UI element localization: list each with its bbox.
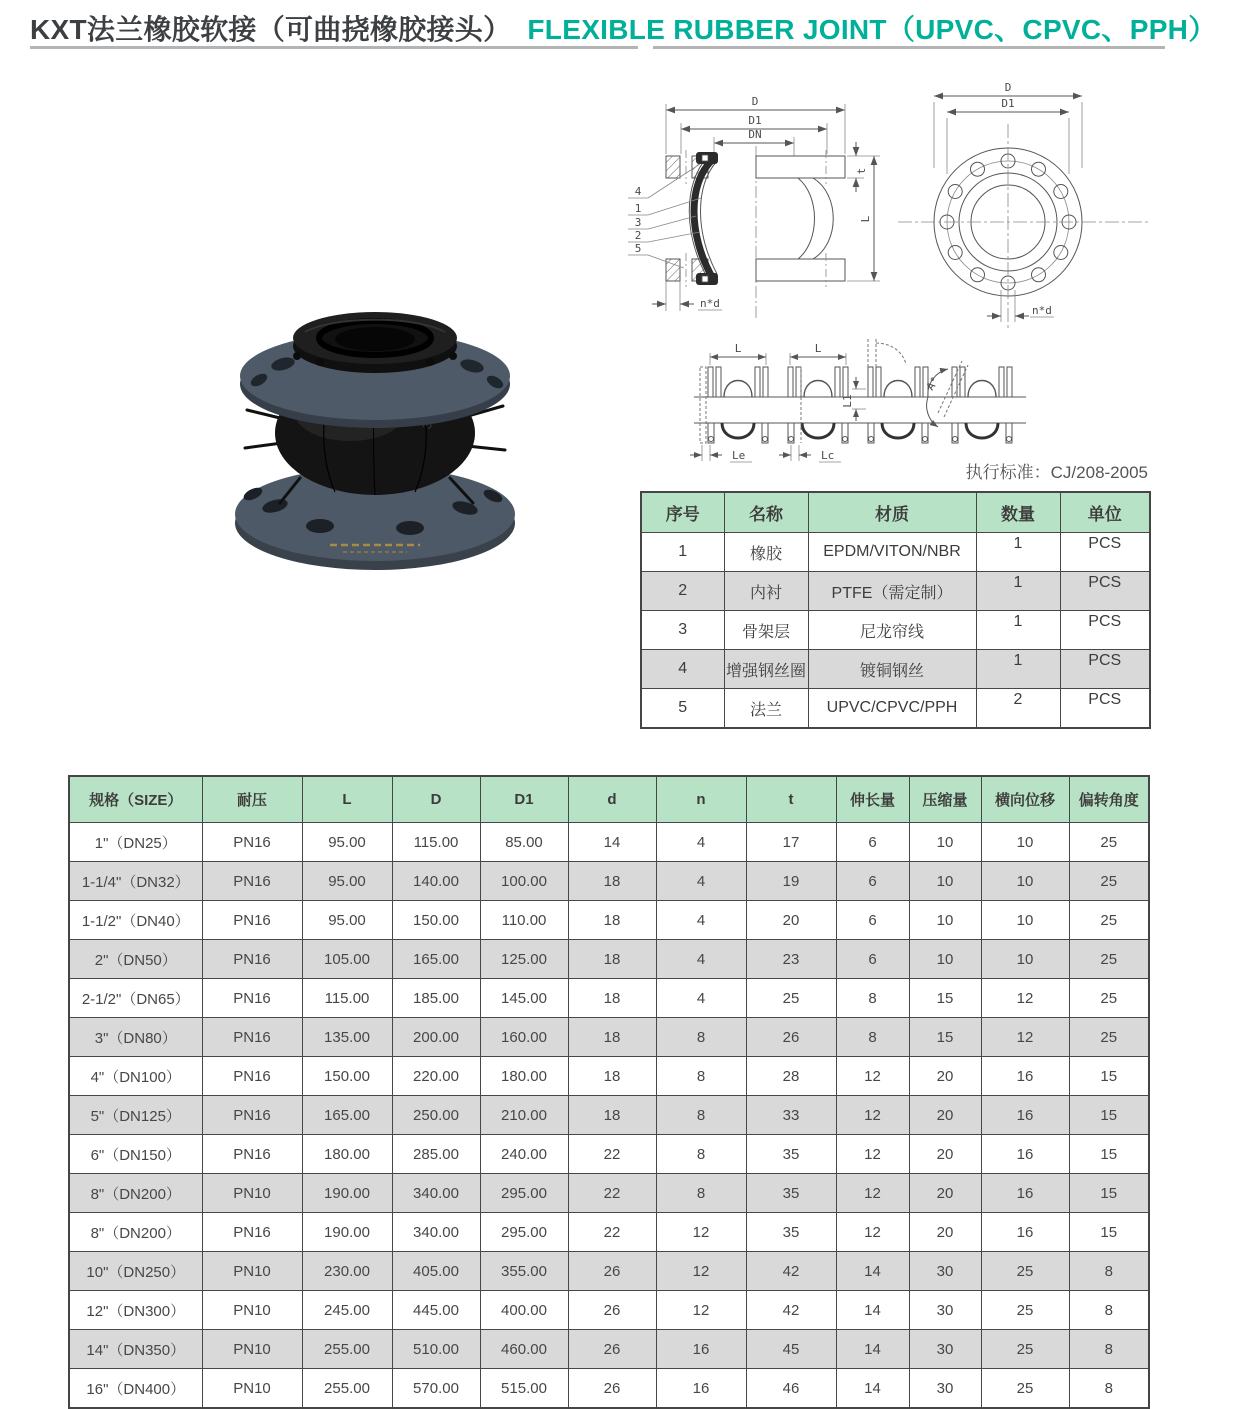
table-cell: 150.00 (302, 1057, 392, 1096)
table-cell: 2-1/2"（DN65） (69, 979, 202, 1018)
table-cell: 15 (909, 979, 981, 1018)
table-cell: 16 (981, 1135, 1069, 1174)
table-cell: 16 (981, 1174, 1069, 1213)
table-cell: 16 (981, 1057, 1069, 1096)
table-cell: 22 (568, 1135, 656, 1174)
part-callouts (628, 164, 701, 268)
table-cell: 245.00 (302, 1291, 392, 1330)
table-row (69, 1213, 1149, 1252)
table-cell: 35 (746, 1213, 836, 1252)
table-cell: 135.00 (302, 1018, 392, 1057)
table-cell: 95.00 (302, 901, 392, 940)
table-cell: PCS (1060, 572, 1150, 611)
column-header: L (302, 776, 392, 823)
table-cell: 20 (909, 1174, 981, 1213)
table-cell: 255.00 (302, 1330, 392, 1369)
table-cell: 4 (656, 901, 746, 940)
dim-label-D: D (1004, 81, 1012, 94)
table-cell: 15 (1069, 1096, 1149, 1135)
table-cell: 8 (836, 979, 909, 1018)
table-cell: 10"（DN250） (69, 1252, 202, 1291)
table-cell: 110.00 (480, 901, 568, 940)
table-cell: 165.00 (302, 1096, 392, 1135)
table-cell: 18 (568, 862, 656, 901)
table-cell: 25 (981, 1252, 1069, 1291)
table-cell: 10 (909, 901, 981, 940)
table-cell: 14 (568, 823, 656, 862)
table-cell: 1 (976, 650, 1060, 689)
table-cell: 45 (746, 1330, 836, 1369)
table-cell: 1-1/2"（DN40） (69, 901, 202, 940)
table-cell: 295.00 (480, 1174, 568, 1213)
part-label-2: 2 (634, 229, 642, 242)
table-row (69, 1369, 1149, 1409)
product-photo (225, 298, 525, 568)
table-cell: 17 (746, 823, 836, 862)
table-cell: 8 (1069, 1330, 1149, 1369)
column-header: 伸长量 (836, 776, 909, 823)
table-cell: PN10 (202, 1330, 302, 1369)
part-label-4: 4 (634, 185, 642, 198)
table-cell: UPVC/CPVC/PPH (808, 689, 976, 729)
table-cell: 150.00 (392, 901, 480, 940)
table-cell: 26 (568, 1252, 656, 1291)
table-cell: 1 (976, 611, 1060, 650)
column-header: 耐压 (202, 776, 302, 823)
column-header: t (746, 776, 836, 823)
table-cell: 18 (568, 1096, 656, 1135)
dim-label-D: D (751, 95, 759, 108)
table-cell: 10 (981, 940, 1069, 979)
parts-table-header-row (641, 492, 1150, 533)
table-cell: PN16 (202, 823, 302, 862)
table-row (69, 1291, 1149, 1330)
table-row (69, 862, 1149, 901)
table-cell: 8 (1069, 1291, 1149, 1330)
table-cell: 22 (568, 1213, 656, 1252)
part-label-5: 5 (634, 242, 642, 255)
table-cell: PN10 (202, 1291, 302, 1330)
table-cell: 220.00 (392, 1057, 480, 1096)
table-cell: 255.00 (302, 1369, 392, 1409)
table-row (69, 1135, 1149, 1174)
table-cell: 26 (746, 1018, 836, 1057)
table-cell: 25 (1069, 940, 1149, 979)
table-cell: 200.00 (392, 1018, 480, 1057)
table-row (69, 1252, 1149, 1291)
column-header: 材质 (808, 492, 976, 533)
table-cell: 8 (1069, 1252, 1149, 1291)
table-cell: PN16 (202, 1135, 302, 1174)
table-cell: 210.00 (480, 1096, 568, 1135)
table-cell: 250.00 (392, 1096, 480, 1135)
dim-label-D1: D1 (1001, 97, 1015, 110)
table-cell: 14 (836, 1330, 909, 1369)
table-cell: 12 (981, 979, 1069, 1018)
table-cell: 355.00 (480, 1252, 568, 1291)
table-cell: 2 (976, 689, 1060, 729)
section-view-drawing (608, 76, 900, 328)
page-title-english: FLEXIBLE RUBBER JOINT（UPVC、CPVC、PPH） (527, 14, 1217, 45)
table-row (69, 1018, 1149, 1057)
table-row (69, 979, 1149, 1018)
table-row (69, 1330, 1149, 1369)
table-cell: 20 (746, 901, 836, 940)
table-cell: 1"（DN25） (69, 823, 202, 862)
table-cell: 14 (836, 1252, 909, 1291)
table-cell: 115.00 (302, 979, 392, 1018)
table-cell: 1 (641, 533, 724, 572)
table-cell: 405.00 (392, 1252, 480, 1291)
column-header: 偏转角度 (1069, 776, 1149, 823)
table-cell: 10 (909, 823, 981, 862)
table-cell: 12 (836, 1213, 909, 1252)
table-cell: 20 (909, 1096, 981, 1135)
table-cell: 28 (746, 1057, 836, 1096)
table-cell: 5"（DN125） (69, 1096, 202, 1135)
column-header: 压缩量 (909, 776, 981, 823)
table-cell: 16 (656, 1330, 746, 1369)
table-cell: 115.00 (392, 823, 480, 862)
table-cell: 20 (909, 1057, 981, 1096)
table-cell: 515.00 (480, 1369, 568, 1409)
table-row (69, 901, 1149, 940)
table-cell: PN16 (202, 1018, 302, 1057)
table-cell: 12 (656, 1252, 746, 1291)
table-cell: 15 (909, 1018, 981, 1057)
table-cell: 8"（DN200） (69, 1174, 202, 1213)
table-cell: 12 (656, 1213, 746, 1252)
table-cell: 190.00 (302, 1213, 392, 1252)
table-row (641, 572, 1150, 611)
dim-label-t: t (855, 167, 868, 175)
table-cell: 6 (836, 862, 909, 901)
table-cell: 12 (836, 1135, 909, 1174)
table-cell: 30 (909, 1330, 981, 1369)
table-cell: 25 (1069, 823, 1149, 862)
dim-label-A: A° (923, 374, 943, 393)
table-cell: 190.00 (302, 1174, 392, 1213)
table-cell: 4 (656, 823, 746, 862)
table-cell: 25 (1069, 901, 1149, 940)
table-cell: 1 (976, 572, 1060, 611)
column-header: 数量 (976, 492, 1060, 533)
table-cell: 240.00 (480, 1135, 568, 1174)
table-cell: 33 (746, 1096, 836, 1135)
dim-label-L: L (734, 342, 742, 355)
table-cell: 295.00 (480, 1213, 568, 1252)
table-cell: PN16 (202, 1213, 302, 1252)
table-cell: 20 (909, 1135, 981, 1174)
column-header: D1 (480, 776, 568, 823)
table-cell: 14"（DN350） (69, 1330, 202, 1369)
table-cell: 8"（DN200） (69, 1213, 202, 1252)
table-cell: 6 (836, 823, 909, 862)
dim-label-nd: n*d (700, 297, 720, 310)
table-cell: PCS (1060, 650, 1150, 689)
table-cell: PN16 (202, 901, 302, 940)
table-cell: 4"（DN100） (69, 1057, 202, 1096)
table-cell: PN10 (202, 1174, 302, 1213)
table-cell: 1 (976, 533, 1060, 572)
table-cell: 26 (568, 1291, 656, 1330)
table-cell: 25 (981, 1369, 1069, 1409)
table-cell: 26 (568, 1330, 656, 1369)
table-cell: 内衬 (724, 572, 808, 611)
table-cell: 4 (656, 940, 746, 979)
table-cell: PN10 (202, 1369, 302, 1409)
page-title-chinese: KXT法兰橡胶软接（可曲挠橡胶接头） (30, 14, 512, 45)
table-cell: 4 (656, 862, 746, 901)
table-row (69, 1174, 1149, 1213)
table-row (641, 650, 1150, 689)
table-cell: 2 (641, 572, 724, 611)
table-cell: 25 (981, 1330, 1069, 1369)
table-cell: 法兰 (724, 689, 808, 729)
table-cell: 95.00 (302, 823, 392, 862)
table-cell: 25 (1069, 1018, 1149, 1057)
table-cell: 18 (568, 901, 656, 940)
page-title (30, 8, 1217, 48)
table-cell: 3 (641, 611, 724, 650)
table-cell: 340.00 (392, 1213, 480, 1252)
table-cell: 22 (568, 1174, 656, 1213)
table-cell: 8 (656, 1018, 746, 1057)
spec-table-header-row (69, 776, 1149, 823)
column-header: 序号 (641, 492, 724, 533)
table-cell: 180.00 (480, 1057, 568, 1096)
table-cell: 95.00 (302, 862, 392, 901)
table-cell: 8 (656, 1096, 746, 1135)
table-cell: 46 (746, 1369, 836, 1409)
table-cell: 35 (746, 1174, 836, 1213)
table-cell: 3"（DN80） (69, 1018, 202, 1057)
table-cell: 尼龙帘线 (808, 611, 976, 650)
table-cell: PCS (1060, 689, 1150, 729)
table-cell: 10 (981, 862, 1069, 901)
table-cell: 6"（DN150） (69, 1135, 202, 1174)
table-cell: 185.00 (392, 979, 480, 1018)
dim-label-L1: L1 (841, 394, 854, 408)
table-cell: PCS (1060, 611, 1150, 650)
table-cell: 160.00 (480, 1018, 568, 1057)
table-cell: 5 (641, 689, 724, 729)
table-cell: 12 (656, 1291, 746, 1330)
table-cell: 12 (836, 1096, 909, 1135)
table-cell: 42 (746, 1291, 836, 1330)
part-label-3: 3 (634, 216, 642, 229)
table-cell: 16"（DN400） (69, 1369, 202, 1409)
table-cell: 30 (909, 1291, 981, 1330)
table-cell: PTFE（需定制） (808, 572, 976, 611)
table-cell: 35 (746, 1135, 836, 1174)
table-row (641, 611, 1150, 650)
table-row (69, 823, 1149, 862)
table-cell: 10 (981, 823, 1069, 862)
dim-label-L: L (859, 215, 872, 223)
table-cell: 1-1/4"（DN32） (69, 862, 202, 901)
table-cell: 25 (1069, 862, 1149, 901)
motion-diagrams (690, 335, 1022, 461)
table-cell: 400.00 (480, 1291, 568, 1330)
table-cell: 25 (1069, 979, 1149, 1018)
table-cell: 10 (909, 862, 981, 901)
table-cell: 23 (746, 940, 836, 979)
motion-lateral (841, 339, 942, 443)
table-row (69, 1096, 1149, 1135)
table-cell: 2"（DN50） (69, 940, 202, 979)
table-cell: 6 (836, 901, 909, 940)
table-cell: 8 (1069, 1369, 1149, 1409)
column-header: 横向位移 (981, 776, 1069, 823)
table-cell: 16 (981, 1213, 1069, 1252)
table-cell: 8 (656, 1174, 746, 1213)
table-cell: 230.00 (302, 1252, 392, 1291)
table-cell: 165.00 (392, 940, 480, 979)
column-header: n (656, 776, 746, 823)
table-cell: 14 (836, 1369, 909, 1409)
table-cell: 15 (1069, 1057, 1149, 1096)
table-cell: 26 (568, 1369, 656, 1409)
table-cell: 16 (981, 1096, 1069, 1135)
spec-table (68, 775, 1150, 1409)
table-cell: 18 (568, 1057, 656, 1096)
table-cell: 18 (568, 940, 656, 979)
title-underline-right (653, 46, 1165, 49)
dim-label-DN: DN (748, 128, 762, 141)
table-cell: 25 (746, 979, 836, 1018)
column-header: 名称 (724, 492, 808, 533)
table-cell: 18 (568, 1018, 656, 1057)
table-cell: 8 (656, 1057, 746, 1096)
table-cell: 25 (981, 1291, 1069, 1330)
column-header: d (568, 776, 656, 823)
table-cell: 145.00 (480, 979, 568, 1018)
table-cell: 125.00 (480, 940, 568, 979)
table-cell: 12 (836, 1057, 909, 1096)
standard-note: 执行标准：CJ/208-2005 (965, 463, 1148, 482)
table-cell: 8 (656, 1135, 746, 1174)
table-cell: 340.00 (392, 1174, 480, 1213)
dim-label-Lc: Lc (821, 449, 835, 462)
motion-angular (924, 361, 1026, 443)
table-cell: 12"（DN300） (69, 1291, 202, 1330)
table-row (69, 940, 1149, 979)
table-cell: 镀铜钢丝 (808, 650, 976, 689)
table-cell: PN16 (202, 862, 302, 901)
table-cell: 460.00 (480, 1330, 568, 1369)
table-cell: 285.00 (392, 1135, 480, 1174)
table-cell: 15 (1069, 1174, 1149, 1213)
table-cell: 510.00 (392, 1330, 480, 1369)
table-cell: 4 (641, 650, 724, 689)
table-cell: 19 (746, 862, 836, 901)
table-cell: 4 (656, 979, 746, 1018)
table-row (641, 689, 1150, 729)
table-cell: 15 (1069, 1135, 1149, 1174)
motion-extension (690, 342, 782, 462)
title-underline-left (30, 46, 638, 49)
table-cell: EPDM/VITON/NBR (808, 533, 976, 572)
dim-label-Le: Le (732, 449, 746, 462)
table-cell: 12 (836, 1174, 909, 1213)
table-cell: 140.00 (392, 862, 480, 901)
table-cell: 橡胶 (724, 533, 808, 572)
table-cell: 20 (909, 1213, 981, 1252)
column-header: D (392, 776, 480, 823)
rubber-collar (293, 312, 457, 373)
front-view-drawing (898, 76, 1150, 328)
table-cell: PN10 (202, 1252, 302, 1291)
table-cell: PN16 (202, 1096, 302, 1135)
table-cell: 15 (1069, 1213, 1149, 1252)
table-cell: PN16 (202, 1057, 302, 1096)
table-cell: PCS (1060, 533, 1150, 572)
table-cell: PN16 (202, 979, 302, 1018)
table-cell: 14 (836, 1291, 909, 1330)
table-row (641, 533, 1150, 572)
table-cell: 8 (836, 1018, 909, 1057)
parts-table (640, 491, 1151, 729)
table-cell: 445.00 (392, 1291, 480, 1330)
table-cell: 105.00 (302, 940, 392, 979)
table-cell: 18 (568, 979, 656, 1018)
dim-label-D1: D1 (748, 114, 762, 127)
table-cell: 12 (981, 1018, 1069, 1057)
table-cell: 180.00 (302, 1135, 392, 1174)
table-cell: 30 (909, 1369, 981, 1409)
table-cell: 增强钢丝圈 (724, 650, 808, 689)
dim-label-nd: n*d (1032, 304, 1052, 317)
table-cell: 100.00 (480, 862, 568, 901)
dim-label-L: L (814, 342, 822, 355)
table-cell: 570.00 (392, 1369, 480, 1409)
table-cell: 30 (909, 1252, 981, 1291)
table-cell: 骨架层 (724, 611, 808, 650)
table-row (69, 1057, 1149, 1096)
table-cell: PN16 (202, 940, 302, 979)
column-header: 单位 (1060, 492, 1150, 533)
column-header: 规格（SIZE） (69, 776, 202, 823)
table-cell: 85.00 (480, 823, 568, 862)
table-cell: 16 (656, 1369, 746, 1409)
table-cell: 10 (909, 940, 981, 979)
part-label-1: 1 (634, 202, 642, 215)
table-cell: 6 (836, 940, 909, 979)
table-cell: 10 (981, 901, 1069, 940)
table-cell: 42 (746, 1252, 836, 1291)
